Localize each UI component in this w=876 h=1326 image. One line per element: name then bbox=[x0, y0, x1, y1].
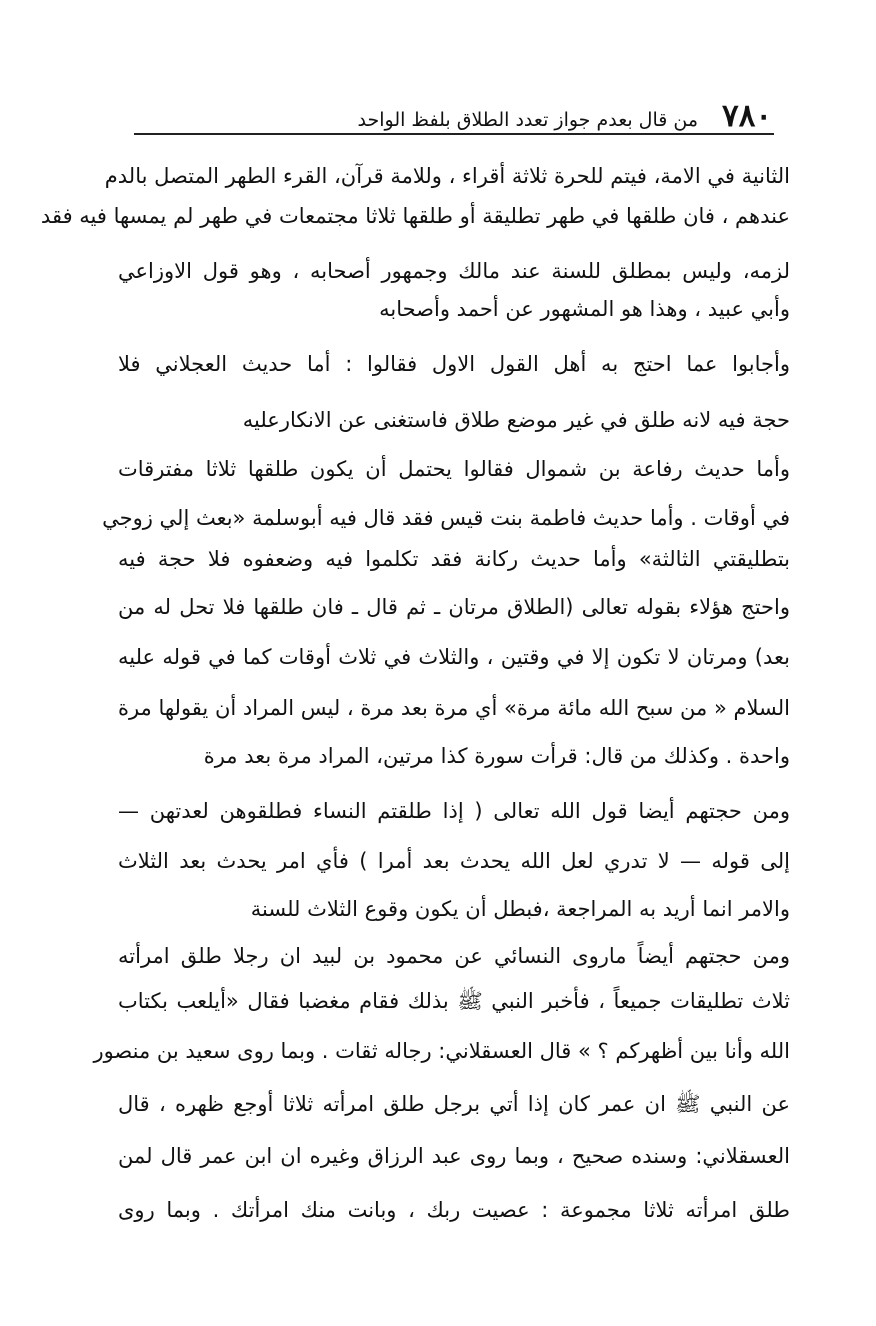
page-number: ٧٨٠ bbox=[722, 98, 772, 134]
text-line-8: في أوقات . وأما حديث فاطمة بنت قيس فقد قال فيه أبوسلمة «بعث إلي زوجي bbox=[102, 506, 790, 530]
text-line-11: بعد) ومرتان لا تكون إلا في وقتين ، والثلاث في ثلاث أوقات كما في قوله عليه bbox=[118, 645, 790, 669]
header-rule bbox=[134, 133, 774, 135]
text-line-21: العسقلاني: وسنده صحيح ، وبما روى عبد الرزاق وغيره ان ابن عمر قال لمن bbox=[118, 1144, 790, 1168]
text-line-6: حجة فيه لانه طلق في غير موضع طلاق فاستغنى عن الانكارعليه bbox=[242, 408, 790, 432]
text-line-17: ومن حجتهم أيضاً ماروى النسائي عن محمود بن لبيد ان رجلا طلق امرأته bbox=[118, 944, 790, 968]
text-line-18: ثلاث تطليقات جميعاً ، فأخبر النبي ﷺ بذلك فقام مغضبا فقال «أيلعب بكتاب bbox=[118, 989, 790, 1013]
text-line-16: والامر انما أريد به المراجعة ،فبطل أن يكون وقوع الثلاث للسنة bbox=[250, 897, 790, 921]
text-line-13: واحدة . وكذلك من قال: قرأت سورة كذا مرتين، المراد مرة بعد مرة bbox=[203, 744, 790, 768]
text-line-19: الله وأنا بين أظهركم ؟ » قال العسقلاني: رجاله ثقات . وبما روى سعيد بن منصور bbox=[93, 1039, 790, 1063]
text-line-14: ومن حجتهم أيضا قول الله تعالى ( إذا طلقتم النساء فطلقوهن لعدتهن — bbox=[118, 799, 790, 823]
text-line-5: وأجابوا عما احتج به أهل القول الاول فقالوا : أما حديث العجلاني فلا bbox=[118, 352, 790, 376]
text-line-7: وأما حديث رفاعة بن شموال فقالوا يحتمل أن يكون طلقها ثلاثا مفترقات bbox=[118, 457, 790, 481]
text-line-1: الثانية في الامة، فيتم للحرة ثلاثة أقراء ، وللامة قرآن، القرء الطهر المتصل بالدم bbox=[104, 164, 790, 188]
text-line-3: لزمه، وليس بمطلق للسنة عند مالك وجمهور أصحابه ، وهو قول الاوزاعي bbox=[118, 259, 790, 283]
text-line-20: عن النبي ﷺ ان عمر كان إذا أتي برجل طلق امرأته ثلاثا أوجع ظهره ، قال bbox=[118, 1092, 790, 1116]
text-line-10: واحتج هؤلاء بقوله تعالى (الطلاق مرتان ـ ثم قال ـ فان طلقها فلا تحل له من bbox=[118, 595, 790, 619]
text-line-9: بتطليقتي الثالثة» وأما حديث ركانة فقد تكلموا فيه وضعفوه فلا حجة فيه bbox=[118, 547, 790, 571]
text-line-2: عندهم ، فان طلقها في طهر تطليقة أو طلقها ثلاثا مجتمعات في طهر لم يمسها فيه فقد bbox=[40, 204, 790, 228]
running-title: من قال بعدم جواز تعدد الطلاق بلفظ الواحد bbox=[357, 109, 699, 132]
text-line-22: طلق امرأته ثلاثا مجموعة : عصيت ربك ، وبانت منك امرأتك . وبما روى bbox=[118, 1198, 790, 1222]
text-line-12: السلام « من سبح الله مائة مرة» أي مرة بعد مرة ، ليس المراد أن يقولها مرة bbox=[117, 696, 790, 720]
text-line-15: إلى قوله — لا تدري لعل الله يحدث بعد أمرا ) فأي امر يحدث بعد الثلاث bbox=[118, 849, 790, 873]
text-line-4: وأبي عبيد ، وهذا هو المشهور عن أحمد وأصحابه bbox=[379, 297, 790, 321]
page-header bbox=[136, 86, 772, 132]
